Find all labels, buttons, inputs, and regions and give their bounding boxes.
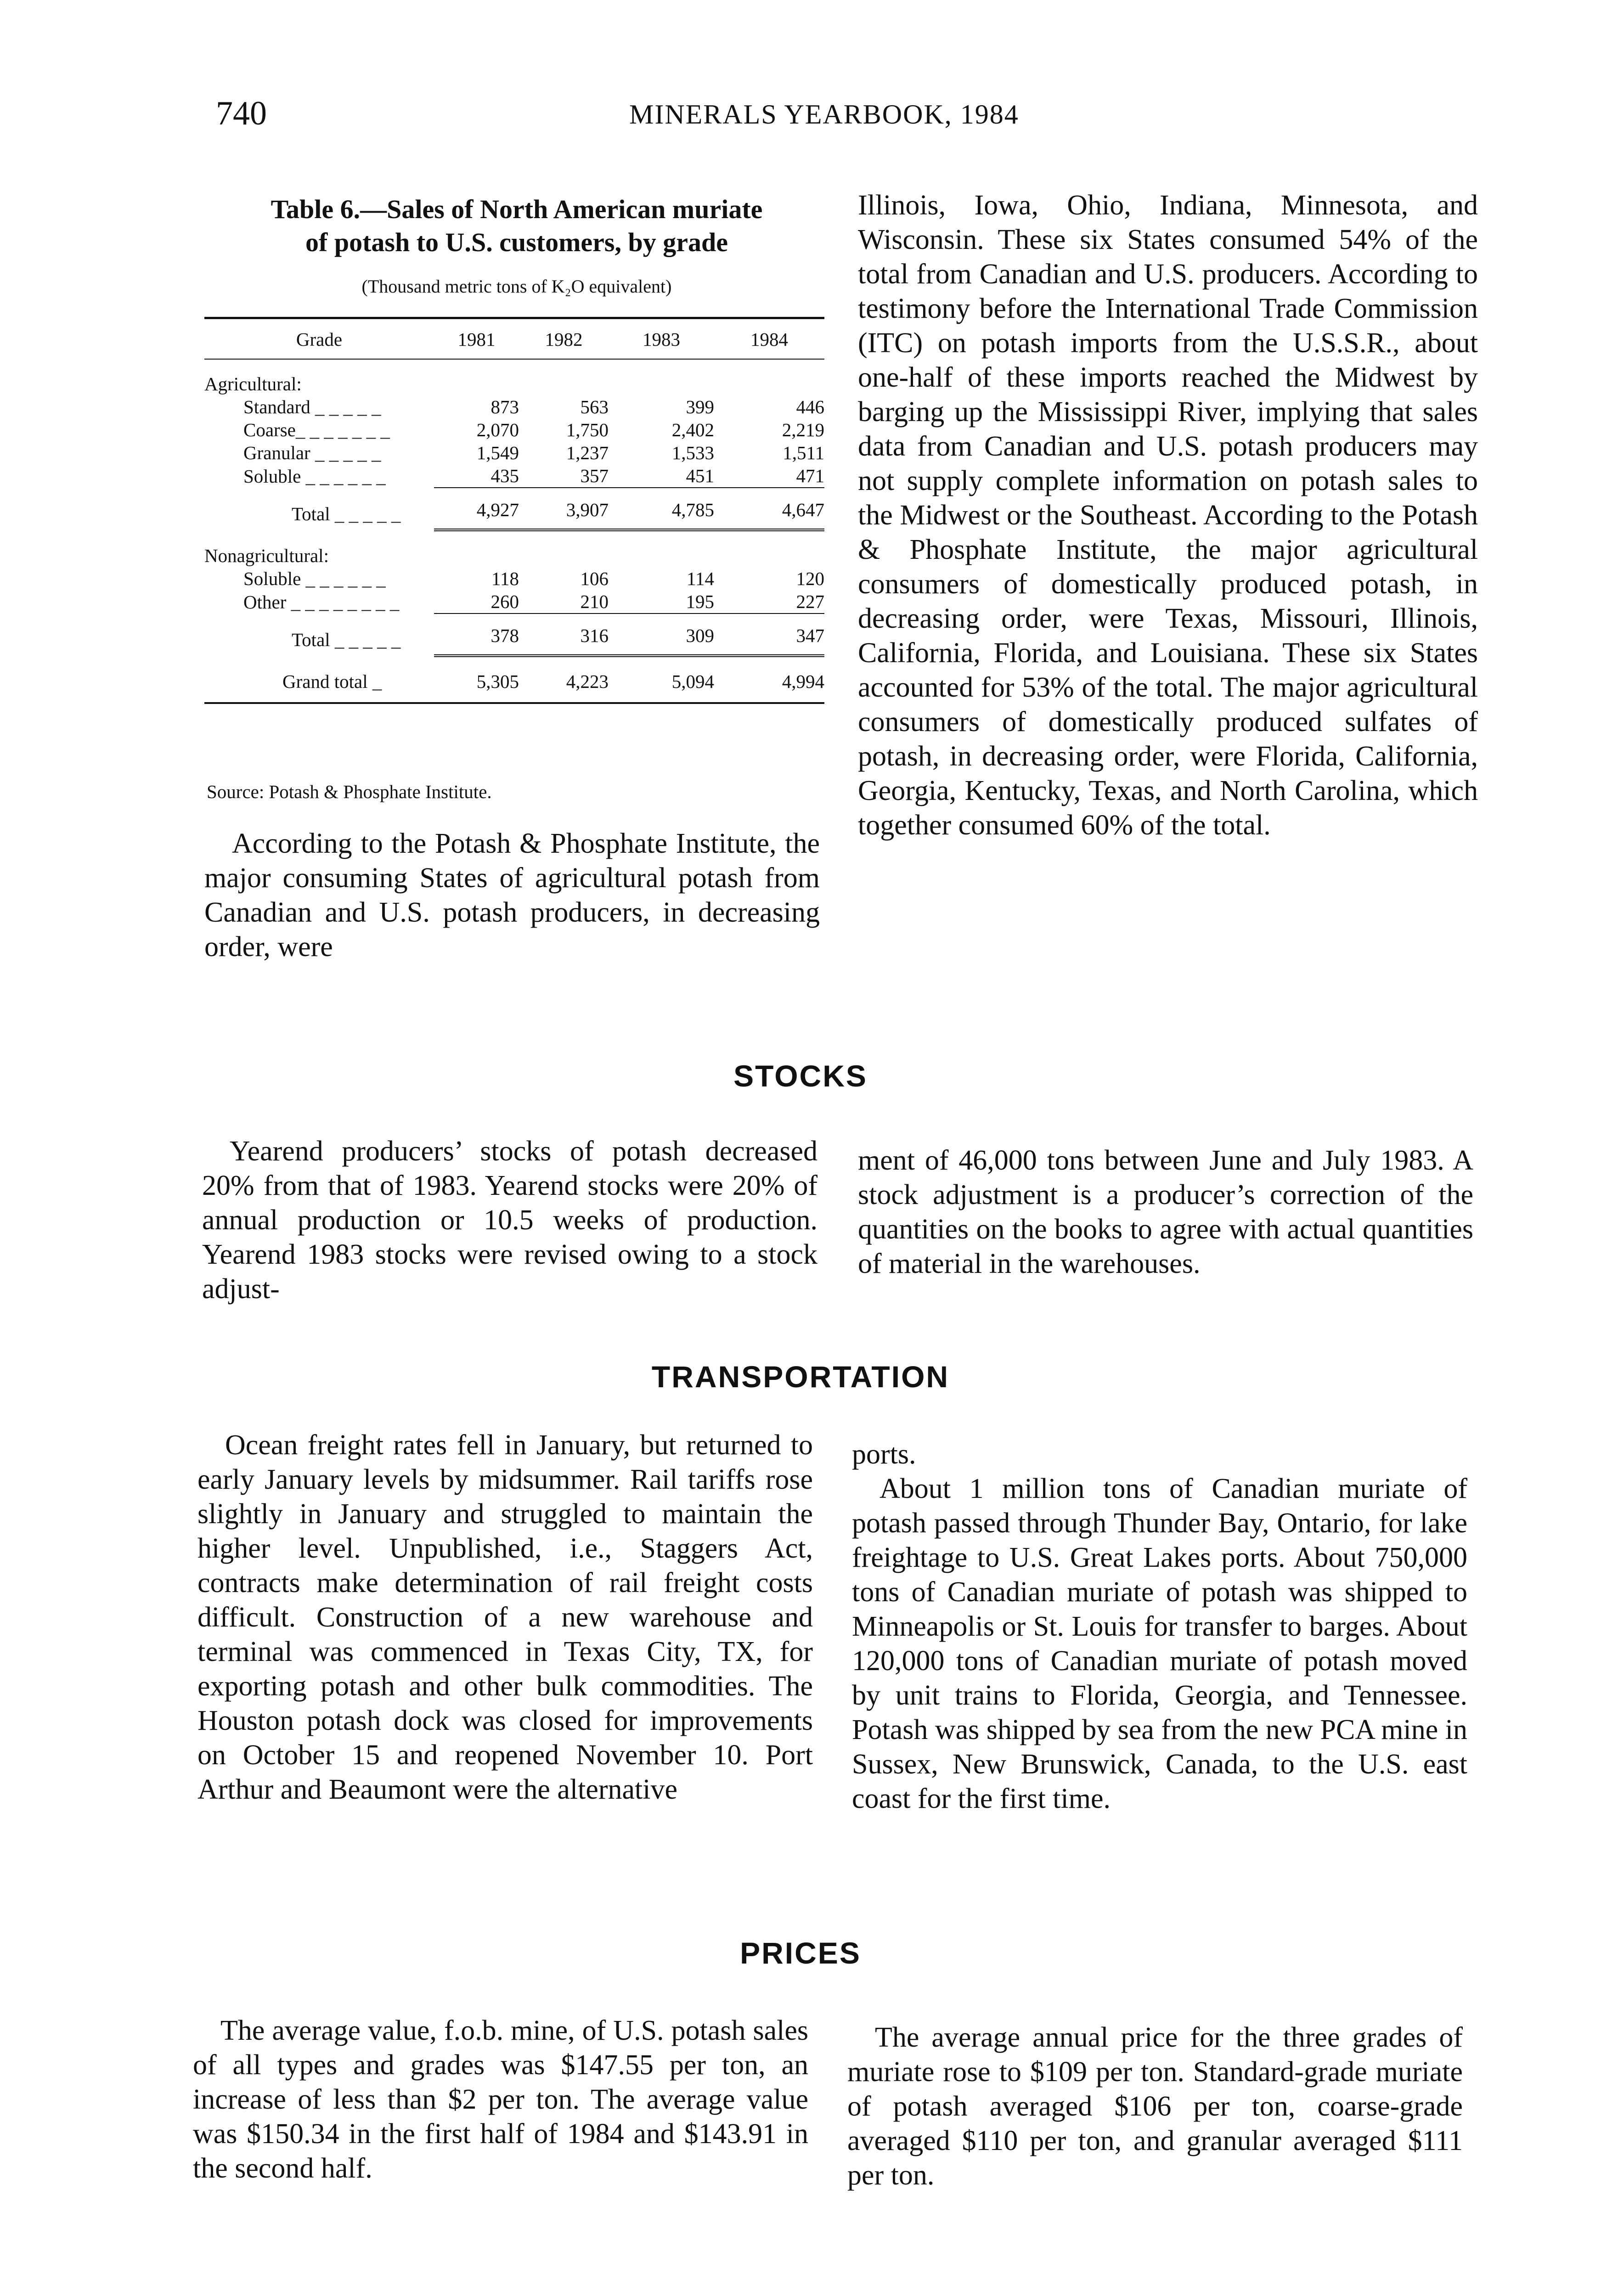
- cell-value: 1,750: [566, 419, 609, 440]
- cell-value: 5,094: [609, 670, 714, 703]
- cell-value: 114: [687, 568, 714, 589]
- cell-value: 4,994: [714, 670, 824, 703]
- group-label-row: [204, 544, 824, 567]
- cell-value: 4,223: [519, 670, 609, 703]
- cell-value: 451: [686, 465, 714, 486]
- nonagricultural-total-row: [204, 613, 824, 656]
- row-label: Soluble _ _ _ _ _ _: [243, 568, 386, 589]
- intro-right-column: [858, 188, 1478, 843]
- prices-right-paragraph: The average annual price for the three grades of muriate rose to $109 per ton. Standard-grade muriate of potash averaged $106 per ton, coarse-grade averaged $110 per ton, and granular averaged $111 per ton.: [847, 2022, 1463, 2191]
- stocks-left-column: [202, 1134, 817, 1306]
- row-label: Total _ _ _ _ _: [292, 629, 401, 650]
- table-row: [204, 590, 824, 613]
- table-row: [204, 567, 824, 590]
- group-label-nonagricultural: Nonagricultural:: [204, 545, 329, 566]
- transportation-right-paragraph-2: About 1 million tons of Canadian muriate of potash passed through Thunder Bay, Ontario, for lake freightage to U.S. Great Lakes ports. About 750,000 tons of Canadian muriate of potash was shipped to Minneapolis or St. Louis for transfer to barges. About 120,000 tons of Canadian muriate of potash moved by unit trains to Florida, Georgia, and Tennessee. Potash was shipped by sea from the new PCA mine in Sussex, New Brunswick, Canada, to the U.S. east coast for the first time.: [852, 1473, 1467, 1814]
- row-label: Granular _ _ _ _ _: [243, 442, 381, 463]
- cell-value: 120: [796, 568, 824, 589]
- row-label: Coarse_ _ _ _ _ _ _: [243, 419, 390, 440]
- cell-value: 210: [580, 591, 609, 612]
- cell-value: 2,070: [476, 419, 519, 440]
- running-title: MINERALS YEARBOOK, 1984: [629, 99, 1019, 129]
- cell-value: 4,927: [434, 488, 519, 530]
- col-header-1981: 1981: [434, 318, 519, 360]
- prices-right-column: [847, 2020, 1463, 2193]
- row-label: Other _ _ _ _ _ _ _ _: [243, 591, 400, 613]
- section-heading-stocks: STOCKS: [733, 1059, 868, 1093]
- stocks-right-paragraph: ment of 46,000 tons between June and July 1983. A stock adjustment is a producer’s correction of the quantities on the books to agree with actual quantities of material in the warehouses.: [858, 1145, 1473, 1279]
- cell-value: 4,785: [609, 488, 714, 530]
- transportation-right-paragraph-1: ports.: [852, 1439, 916, 1470]
- cell-value: 4,647: [714, 488, 824, 530]
- transportation-left-column: [197, 1428, 813, 1807]
- cell-value: 399: [686, 396, 714, 417]
- cell-value: 316: [519, 613, 609, 656]
- col-header-1982: 1982: [519, 318, 609, 360]
- table-title-line2: of potash to U.S. customers, by grade: [305, 227, 728, 257]
- cell-value: 1,511: [783, 442, 824, 463]
- table-title-line1: Table 6.—Sales of North American muriate: [271, 194, 763, 224]
- agricultural-total-row: [204, 488, 824, 530]
- cell-value: 5,305: [434, 670, 519, 703]
- cell-value: 357: [580, 465, 609, 486]
- cell-value: 3,907: [519, 488, 609, 530]
- intro-left-paragraph: According to the Potash & Phosphate Institute, the major consuming States of agricultural potash from Canadian and U.S. potash producers, in decreasing order, were: [204, 828, 820, 962]
- cell-value: 195: [686, 591, 714, 612]
- row-label: Total _ _ _ _ _: [292, 503, 401, 524]
- cell-value: 118: [491, 568, 519, 589]
- cell-value: 347: [714, 613, 824, 656]
- prices-left-paragraph: The average value, f.o.b. mine, of U.S. potash sales of all types and grades was $147.55 per ton, an increase of less than $2 per ton. The average value was $150.34 in the first half of 1984 and $143.91 in the second half.: [193, 2015, 808, 2184]
- cell-value: 227: [796, 591, 824, 612]
- table-row: [204, 395, 824, 418]
- intro-right-paragraph: Illinois, Iowa, Ohio, Indiana, Minnesota, and Wisconsin. These six States consumed 54% of the total from Canadian and U.S. producers. According to testimony before the International Trade Commission (ITC) on potash imports from the U.S.S.R., about one-half of these imports reached the Midwest by barging up the Mississippi River, implying that sales data from Canadian and U.S. potash producers may not supply complete information on potash sales to the Midwest or the Southeast. According to the Potash & Phosphate Institute, the major agricultural consumers of domestically produced potash, in decreasing order, were Texas, Missouri, Illinois, California, Florida, and Louisiana. These six States accounted for 53% of the total. The major agricultural consumers of domestically produced sulfates of potash, in decreasing order, were Florida, California, Georgia, Kentucky, Texas, and North Carolina, which together consumed 60% of the total.: [858, 190, 1478, 841]
- col-header-1984: 1984: [714, 318, 824, 360]
- col-header-1983: 1983: [609, 318, 714, 360]
- table-source-note: Source: Potash & Phosphate Institute.: [207, 781, 492, 802]
- cell-value: 1,237: [566, 442, 609, 463]
- stocks-left-paragraph: Yearend producers’ stocks of potash decreased 20% from that of 1983. Yearend stocks were 20% of annual production or 10.5 weeks of production. Yearend 1983 stocks were revised owing to a stock adjust-: [202, 1136, 817, 1305]
- cell-value: 378: [434, 613, 519, 656]
- cell-value: 563: [580, 396, 609, 417]
- group-label-agricultural: Agricultural:: [204, 373, 302, 394]
- col-header-grade: Grade: [204, 318, 434, 360]
- section-heading-transportation: TRANSPORTATION: [651, 1360, 950, 1394]
- table-row: [204, 418, 824, 441]
- cell-value: 446: [796, 396, 824, 417]
- row-label: Soluble _ _ _ _ _ _: [243, 465, 386, 487]
- cell-value: 873: [490, 396, 519, 417]
- intro-left-column: [204, 827, 820, 964]
- transportation-left-paragraph: Ocean freight rates fell in January, but returned to early January levels by midsummer. Rail tariffs rose slightly in January and struggled to maintain the higher level. Unpublished, i.e., Staggers Act, contracts make determination of rail freight costs difficult. Construction of a new warehouse and terminal was commenced in Texas City, TX, for exporting potash and other bulk commodities. The Houston potash dock was closed for improvements on October 15 and reopened November 10. Port Arthur and Beaumont were the alternative: [197, 1429, 813, 1805]
- page-number: 740: [216, 95, 267, 132]
- cell-value: 106: [580, 568, 609, 589]
- cell-value: 260: [490, 591, 519, 612]
- cell-value: 471: [796, 465, 824, 486]
- row-label: Grand total _: [204, 670, 434, 703]
- cell-value: 435: [490, 465, 519, 486]
- table-row: [204, 464, 824, 488]
- cell-value: 1,549: [476, 442, 519, 463]
- prices-left-column: [193, 2014, 808, 2186]
- table-title: [202, 193, 831, 259]
- cell-value: 2,402: [671, 419, 714, 440]
- table-subtitle: (Thousand metric tons of K₂O equivalent): [361, 276, 672, 297]
- group-label-row: [204, 372, 824, 395]
- stocks-right-column: [858, 1143, 1473, 1281]
- transportation-right-column: [852, 1437, 1467, 1816]
- cell-value: 309: [609, 613, 714, 656]
- row-label: Standard _ _ _ _ _: [243, 396, 381, 417]
- grand-total-row: [204, 670, 824, 703]
- table-header-row: [204, 318, 824, 360]
- cell-value: 2,219: [782, 419, 824, 440]
- table-row: [204, 441, 824, 464]
- page-header: [216, 94, 1392, 140]
- potash-sales-table: [204, 317, 824, 704]
- cell-value: 1,533: [671, 442, 714, 463]
- section-heading-prices: PRICES: [740, 1936, 861, 1970]
